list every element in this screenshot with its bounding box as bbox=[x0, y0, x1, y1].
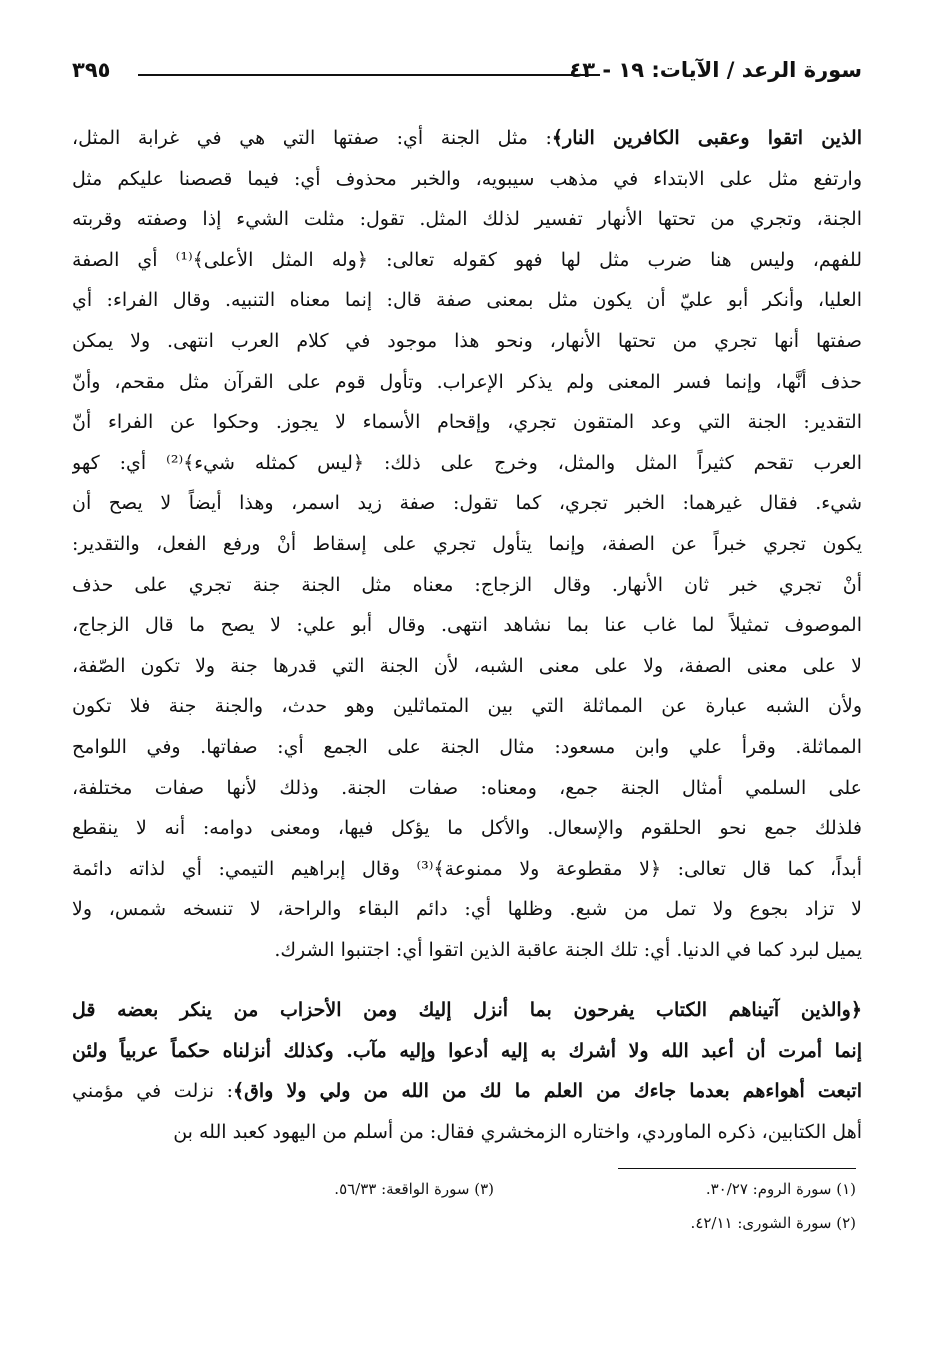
text-line: على السلمي أمثال الجنة جمع، ومعناه: صفات الجنة. وذلك لأنها صفات مختلفة، bbox=[72, 776, 862, 799]
text-line: الجنة، وتجري من تحتها الأنهار تفسير لذلك المثل. تقول: مثلت الشيء إذا وصفته وقربته bbox=[72, 208, 862, 231]
verse-paragraph bbox=[72, 990, 862, 1152]
footnote-1: (١) سورة الروم: ٣٠/٢٧. bbox=[705, 1180, 856, 1198]
footnote-2: (٢) سورة الشورى: ٤٢/١١. bbox=[690, 1214, 856, 1232]
text-line: للفهم، وليس هنا ضرب مثل لها فهو كقوله تعالى: ﴿وله المثل الأعلى﴾⁽¹⁾ أي الصفة bbox=[72, 248, 862, 271]
text-line: يميل لبرد كما في الدنيا. أي: تلك الجنة عاقبة الذين اتقوا أي: اجتنبوا الشرك. bbox=[274, 938, 862, 961]
text-line: يكون تجري خبراً عن الصفة، وإنما يتأول تجري على إسقاط أنْ ورفع الفعل، والتقدير: bbox=[72, 532, 862, 555]
text-line: إنما أمرت أن أعبد الله ولا أشرك به إليه أدعوا وإليه مآب. وكذلك أنزلناه حكماً عربياً ولئن bbox=[72, 1039, 862, 1062]
text-line: الموصوف تمثيلاً لما غاب عنا بما نشاهد انتهى. وقال أبو علي: لا يصح ما قال الزجاج، bbox=[72, 614, 862, 637]
text-line: اتبعت أهواءهم بعدما جاءك من العلم ما لك من الله من ولي ولا واق﴾: نزلت في مؤمني bbox=[72, 1080, 862, 1103]
text-line: وارتفع مثل على الابتداء في مذهب سيبويه، والخبر محذوف أي: فيما قصصنا عليكم مثل bbox=[72, 167, 862, 190]
main-paragraph bbox=[72, 118, 862, 970]
footnote-rule bbox=[618, 1168, 856, 1169]
text-line: لا على معنى الصفة، ولا على معنى الشبه، لأن الجنة التي قدرها جنة ولا تكون الصّفة، bbox=[72, 654, 862, 677]
text-line: لا تزاد بجوع ولا تمل من شبع. وظلها أي: دائم البقاء والراحة، لا تنسخه شمس، ولا bbox=[72, 898, 862, 921]
text-line: حذف أنَّها، وإنما فسر المعنى ولم يذكر الإعراب. وتأول قوم على القرآن مثل مقحم، وأنّ bbox=[72, 370, 862, 393]
quran-verse-bold: الذين اتقوا وعقبى الكافرين النار﴾ bbox=[551, 127, 862, 149]
text-line: المماثلة. وقرأ علي وابن مسعود: مثال الجنة على الجمع أي: صفاتها. وفي اللوامح bbox=[72, 735, 862, 758]
text-line: ﴿والذين آتيناهم الكتاب يفرحون بما أنزل إليك ومن الأحزاب من ينكر بعضه قل bbox=[72, 999, 862, 1021]
text-line: فلذلك جمع نحو الحلقوم والإسعال. والأكل ما يؤكل فيها، ومعنى دوامه: أنه لا ينقطع bbox=[72, 817, 862, 840]
header-rule bbox=[138, 74, 600, 76]
text-line: التقدير: الجنة التي وعد المتقون تجري، وإقحام الأسماء لا يجوز. وحكوا عن الفراء أنّ bbox=[72, 411, 862, 434]
footnote-3: (٣) سورة الواقعة: ٥٦/٣٣. bbox=[334, 1180, 494, 1198]
text-line: أنْ تجري خبر ثان الأنهار. وقال الزجاج: معناه مثل الجنة جنة تجري على حذف bbox=[72, 573, 862, 596]
running-header bbox=[72, 58, 862, 94]
quran-verse-bold: اتبعت أهواءهم بعدما جاءك من العلم ما لك من الله من ولي ولا واق﴾ bbox=[232, 1080, 862, 1103]
page-number: ٣٩٥ bbox=[72, 58, 111, 82]
text-line: شيء. فقال غيرهما: الخبر تجري، كما تقول: صفة زيد اسمر، وهذا أيضاً لا يصح أن bbox=[72, 492, 862, 515]
text-line: صفتها أنها تجري من تحتها الأنهار، ونحو هذا موجود في كلام العرب انتهى. ولا يمكن bbox=[72, 329, 862, 352]
text-line: أهل الكتابين، ذكره الماوردي، واختاره الزمخشري فقال: من أسلم من اليهود كعبد الله بن bbox=[173, 1120, 862, 1143]
text-line: ولأن الشبه عبارة عن المماثلة التي بين المتماثلين وهو حدث، والجنة جنة فلا تكون bbox=[72, 695, 862, 718]
text-line: العرب تقحم كثيراً المثل والمثل، وخرج على ذلك: ﴿ليس كمثله شيء﴾⁽²⁾ أي: كهو bbox=[72, 451, 862, 474]
text-line: الذين اتقوا وعقبى الكافرين النار﴾: مثل الجنة أي: صفتها التي هي في غرابة المثل، bbox=[72, 127, 862, 149]
text-line: أبداً، كما قال تعالى: ﴿لا مقطوعة ولا ممنوعة﴾⁽³⁾ وقال إبراهيم التيمي: أي لذاته دائمة bbox=[72, 857, 862, 880]
text-line: العليا، وأنكر أبو عليّ أن يكون مثل بمعنى صفة قال: إنما معناه التنبيه. وقال الفراء: أي bbox=[72, 289, 862, 312]
header-title: سورة الرعد / الآيات: ١٩ - ٤٣ bbox=[569, 58, 862, 82]
